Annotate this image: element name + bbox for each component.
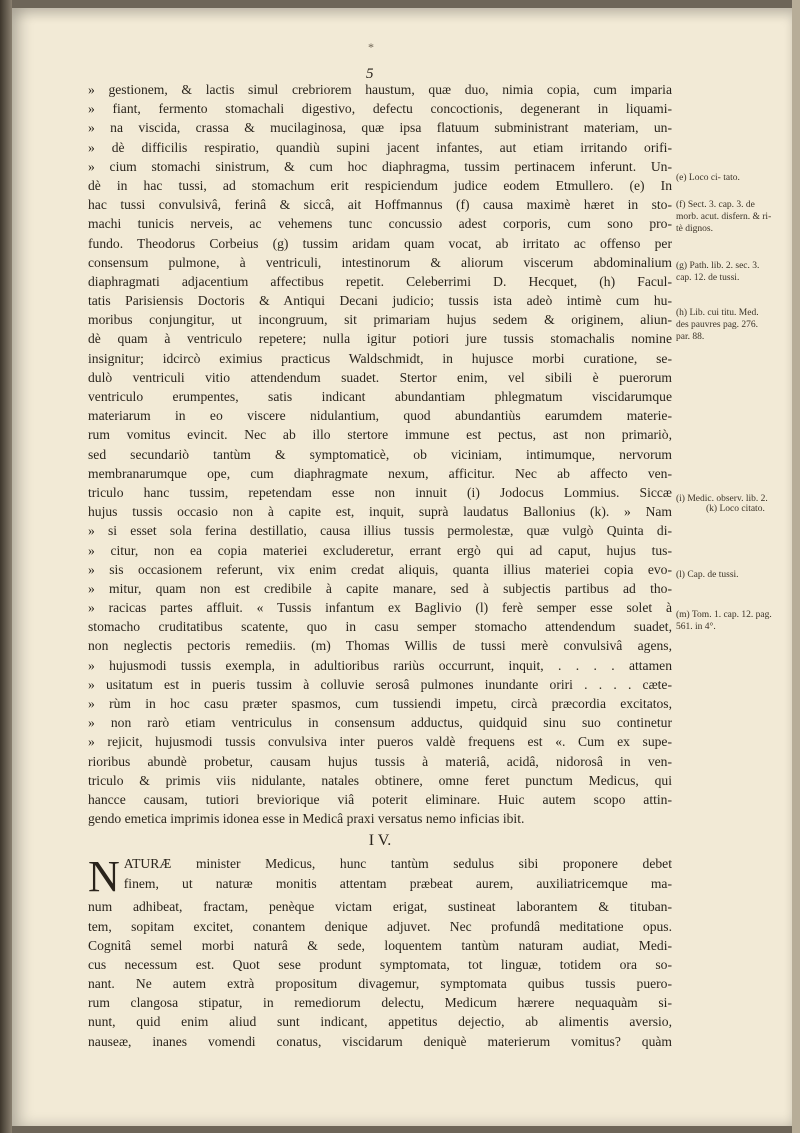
text-line: » gestionem, & lactis simul crebriorem haustum, quæ duo, nimia copia, cum imparia xyxy=(88,82,672,97)
text-line: » mitur, quam non est credibile à capite manare, sed à subjectis partibus ad tho- xyxy=(88,580,672,596)
text-line: non neglectis pectoris remediis. (m) Thomas Willis de tussi merè convulsivâ agens, xyxy=(88,638,672,654)
margin-note-h: (h) Lib. cui titu. Med. des pauvres pag. 276. par. 88. xyxy=(676,308,759,343)
text-line: hac tussi convulsivâ, ferinâ & siccâ, ait Hoffmannus (f) causa maximè hæret in sto- xyxy=(88,197,672,213)
text-line: » dè difficilis respiratio, quandiù supini jacent infantes, aut etiam irritando orifi- xyxy=(88,139,672,155)
text-line: fundo. Theodorus Corbeius (g) tussim aridam quam vocat, ab irritato ac offenso per xyxy=(88,235,672,251)
text-line: diaphragmati adjacentium affectibus repetit. Celeberrimi D. Hecquet, (h) Facul- xyxy=(88,273,672,289)
margin-note-k: (k) Loco citato. xyxy=(706,504,765,514)
page-edge xyxy=(792,0,800,1133)
text-line: » fiant, fermento stomachali digestivo, defectu concoctionis, degenerant in liquami- xyxy=(88,101,672,117)
text-line: machi tunicis nerveis, ac vehemens tunc concussio adest corporis, cum sono pro- xyxy=(88,216,672,232)
text-line: materiarum in eo viscere nidulantium, quod abundantiùs earumdem materie- xyxy=(88,408,672,424)
text-line: » hujusmodi tussis exempla, in adultioribus rariùs occurrunt, inquit, . . . . attamen xyxy=(88,657,672,673)
text-line: num adhibeat, fractam, penèque victam erigat, sustineat laborantem & tituban- xyxy=(88,899,672,915)
text-line: dè quam à ventriculo repetere; nulla igitur potiori jure tussis stomachalis nomine xyxy=(88,331,672,347)
text-line: dulò ventriculi vitio attendendum suadet. Stertor enim, vel sibili è puerorum xyxy=(88,369,672,385)
book-binding-shadow xyxy=(0,0,12,1133)
text-line: » cium stomachi sinistrum, & cum hoc diaphragma, tussim pertinacem inferunt. Un- xyxy=(88,158,672,174)
text-line: » si esset sola ferina destillatio, causa illius tussis permolestæ, quæ vulgò Quinta di- xyxy=(88,523,672,539)
text-line: » rùm in hoc casu præter spasmos, cum tussiendi impetu, circà præcordia excitatos, xyxy=(88,696,672,711)
text-line: » sis occasionem referunt, vix enim credat aliquis, quanta illius materiei copia evo- xyxy=(88,561,672,577)
text-line: insignitur; idcircò eximius practicus Waldschmidt, in hujusce morbi curatione, se- xyxy=(88,350,672,366)
text-line: » na viscida, crassa & mucilaginosa, quæ ipsa flatuum subministrant materiam, un- xyxy=(88,120,672,136)
drop-cap: N xyxy=(88,852,120,902)
text-line: moribus conjungitur, ut incongruum, sit primariam hujus sedem & originem, aliun- xyxy=(88,312,672,328)
text-line: » racicas partes affluit. « Tussis infantum ex Baglivio (l) ferè semper esse solet à xyxy=(88,600,672,616)
margin-note-l: (l) Cap. de tussi. xyxy=(676,570,739,580)
ink-mark: * xyxy=(368,40,374,54)
text-line: stomacho cruditatibus scatente, quo in casu semper stomacho attendendum suadet, xyxy=(88,619,672,635)
text-line: nant. Ne autem extrà propositum divagemur, symptomata quibus tussis puero- xyxy=(88,976,672,992)
margin-note-i: (i) Medic. observ. lib. 2. xyxy=(676,494,768,504)
text-line: triculo & primis viis nidulante, natales obtinere, omne feret punctum Medicus, qui xyxy=(88,772,672,788)
section-heading: I V. xyxy=(368,832,392,850)
main-text xyxy=(88,80,672,1051)
text-line: rum clangosa stipatur, in remediorum delectu, Medicum hærere nequaquàm si- xyxy=(88,995,672,1011)
text-line: hancce causam, tutiori breviorique viâ poterit eliminare. Huic autem scopo attin- xyxy=(88,791,672,807)
text-line: Cognitâ semel morbi naturâ & sede, loquentem tantùm naturam audiat, Medi- xyxy=(88,937,672,953)
text-line: » citur, non ea copia materiei excluderetur, errant ergò qui ad caput, hujus tus- xyxy=(88,542,672,558)
text-line: rum vomitus evincit. Nec ab illo stertore immune est pectus, ast non primariò, xyxy=(88,427,672,443)
margin-note-m: (m) Tom. 1. cap. 12. pag. 561. in 4°. xyxy=(676,610,772,633)
text-line: » usitatum est in pueris tussim à colluvie serosâ pulmones inundante oriri . . . . cæte- xyxy=(88,676,672,692)
text-line: hujus tussis occasio non à capite est, inquit, suprà laudatus Ballonius (k). » Nam xyxy=(88,504,672,520)
paragraph-2 xyxy=(88,854,672,1051)
margin-note-e: (e) Loco ci- tato. xyxy=(676,173,740,183)
margin-note-f: (f) Sect. 3. cap. 3. de morb. acut. disfern. & ri- tè dignos. xyxy=(676,200,772,235)
text-line: » non rarò etiam ventriculus in consensum adductus, quidquid sinu suo continetur xyxy=(88,715,672,731)
text-line: finem, ut naturæ monitis attentam præbeat aurem, auxiliatricemque ma- xyxy=(123,875,672,891)
text-line: membranarumque ope, cum diaphragmate nexum, afficitur. Nec ab affecto ven- xyxy=(88,465,672,481)
text-line: rioribus abundè probetur, causam hujus tussis à materiâ, acidâ, nidorosâ in ven- xyxy=(88,753,672,769)
text-line: tem, sopitam excitet, conantem denique adjuvet. Nec profundâ meditatione opus. xyxy=(88,918,672,934)
text-line: cus necessum est. Quot sese produnt symptomata, tot linguæ, totidem ora so- xyxy=(88,956,672,972)
page-number: 5 xyxy=(366,66,374,82)
text-line: ventriculo erumpentes, satis indicant abundantiam phlegmatum viscidarumque xyxy=(88,389,672,404)
text-line: consensum pulmone, à ventriculi, intestinorum & aliorum viscerum abdominalium xyxy=(88,254,672,270)
text-line: tatis Parisiensis Doctoris & Antiqui Decani judicio; tussis ista adeò intimè cum hu- xyxy=(88,293,672,309)
text-line: nunt, quid enim aliud sunt indicant, appetitus dejectio, ab alimentis aversio, xyxy=(88,1014,672,1030)
text-line: nauseæ, inanes vomendi conatus, viscidarum deniquè materierum vomitus? quàm xyxy=(88,1033,672,1049)
text-line: gendo emetica imprimis idonea esse in Medicâ praxi versatus nemo inficias ibit. xyxy=(88,811,525,827)
text-line: ATURÆ minister Medicus, hunc tantùm sedulus sibi proponere debet xyxy=(123,856,672,872)
text-line: sed secundariò tantùm & symptomaticè, ob viciniam, intimumque, nervorum xyxy=(88,446,672,462)
paragraph-1 xyxy=(88,80,672,828)
margin-note-g: (g) Path. lib. 2. sec. 3. cap. 12. de tussi. xyxy=(676,261,760,284)
text-line: dè in hac tussi, ad stomachum erit respiciendum judice eodem Etmullero. (e) In xyxy=(88,177,672,193)
text-line: » rejicit, hujusmodi tussis convulsiva inter pueros valdè frequens est «. Cum ex supe- xyxy=(88,734,672,750)
text-line: triculo hanc tussim, repetendam esse non innuit (i) Jodocus Lommius. Siccæ xyxy=(88,484,672,500)
